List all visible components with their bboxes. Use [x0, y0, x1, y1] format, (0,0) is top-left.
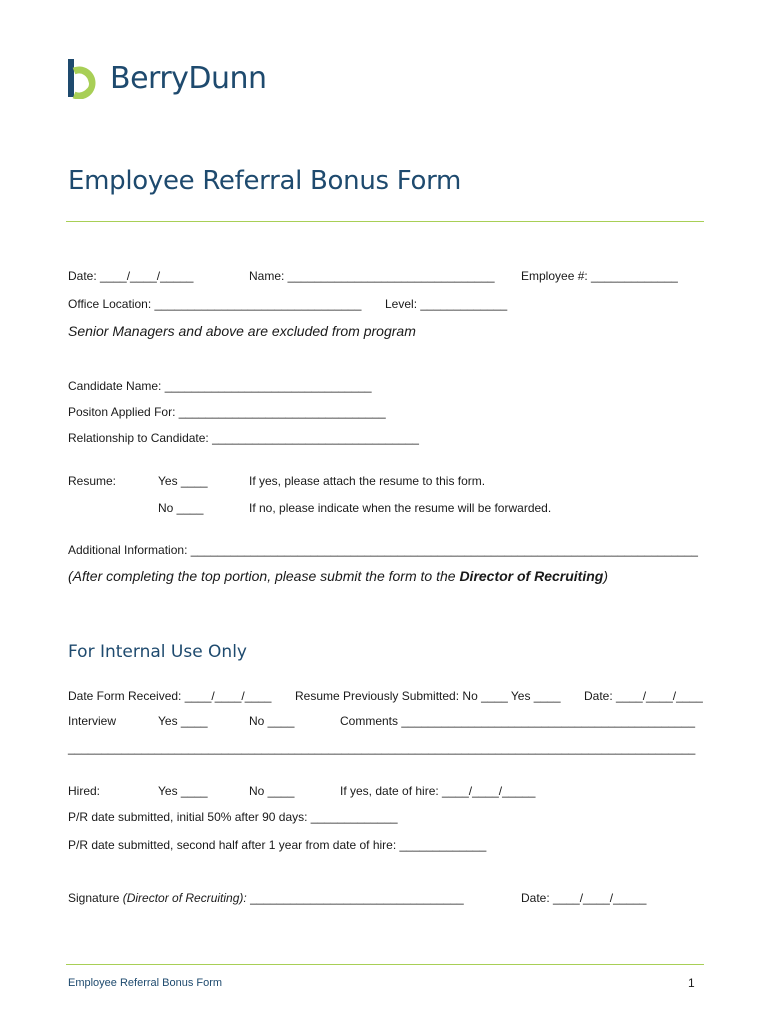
resume-no-note: If no, please indicate when the resume will be forwarded.	[249, 501, 552, 515]
name-field[interactable]: Name: _______________________________	[249, 269, 495, 283]
additional-info-field[interactable]: Additional Information: ____________________________________________________________________________	[68, 543, 698, 557]
comments-continuation-line[interactable]: ______________________________________________________________________________________________	[68, 741, 696, 755]
company-logo	[66, 56, 267, 100]
submit-instruction-start: (After completing the top portion, please submit the form to the	[68, 568, 460, 584]
signature-line[interactable]: ________________________________	[250, 891, 464, 905]
signature-role: (Director of Recruiting):	[122, 891, 251, 905]
pr-initial-field[interactable]: P/R date submitted, initial 50% after 90 days: _____________	[68, 810, 398, 824]
candidate-name-field[interactable]: Candidate Name: _______________________________	[68, 379, 372, 393]
submit-instruction	[68, 568, 608, 584]
footer-title: Employee Referral Bonus Form	[68, 977, 223, 989]
hire-date-field[interactable]: If yes, date of hire: ____/____/_____	[340, 784, 536, 798]
signature-field[interactable]	[68, 891, 464, 905]
interview-label: Interview	[68, 714, 117, 728]
hired-no-field[interactable]: No ____	[249, 784, 295, 798]
interview-yes-field[interactable]: Yes ____	[158, 714, 208, 728]
employee-number-field[interactable]: Employee #: _____________	[521, 269, 678, 283]
position-applied-field[interactable]: Positon Applied For: _______________________________	[68, 405, 386, 419]
hired-yes-field[interactable]: Yes ____	[158, 784, 208, 798]
berrydunn-b-logo-icon	[66, 57, 104, 99]
signature-date-field[interactable]: Date: ____/____/_____	[521, 891, 647, 905]
internal-use-heading: For Internal Use Only	[68, 642, 247, 662]
resume-no-field[interactable]: No ____	[158, 501, 204, 515]
director-of-recruiting: Director of Recruiting	[459, 568, 604, 584]
resume-yes-note: If yes, please attach the resume to this form.	[249, 474, 486, 488]
comments-field[interactable]: Comments ____________________________________________	[340, 714, 695, 728]
logo-text: BerryDunn	[110, 60, 267, 96]
previously-submitted-field[interactable]: Resume Previously Submitted: No ____ Yes ____	[295, 689, 561, 703]
footer-divider	[66, 964, 704, 965]
pr-second-field[interactable]: P/R date submitted, second half after 1 year from date of hire: _____________	[68, 838, 487, 852]
page-number: 1	[688, 976, 695, 990]
exclusion-note: Senior Managers and above are excluded from program	[68, 323, 416, 339]
relationship-field[interactable]: Relationship to Candidate: _______________________________	[68, 431, 419, 445]
date-received-field[interactable]: Date Form Received: ____/____/____	[68, 689, 272, 703]
interview-no-field[interactable]: No ____	[249, 714, 295, 728]
office-location-field[interactable]: Office Location: _______________________________	[68, 297, 362, 311]
submit-instruction-end: )	[603, 568, 609, 584]
previous-date-field[interactable]: Date: ____/____/____	[584, 689, 703, 703]
title-divider	[66, 221, 704, 222]
resume-yes-field[interactable]: Yes ____	[158, 474, 208, 488]
hired-label: Hired:	[68, 784, 101, 798]
signature-label: Signature	[68, 891, 123, 905]
form-title: Employee Referral Bonus Form	[68, 166, 462, 196]
level-field[interactable]: Level: _____________	[385, 297, 508, 311]
date-field[interactable]: Date: ____/____/_____	[68, 269, 194, 283]
resume-label: Resume:	[68, 474, 117, 488]
